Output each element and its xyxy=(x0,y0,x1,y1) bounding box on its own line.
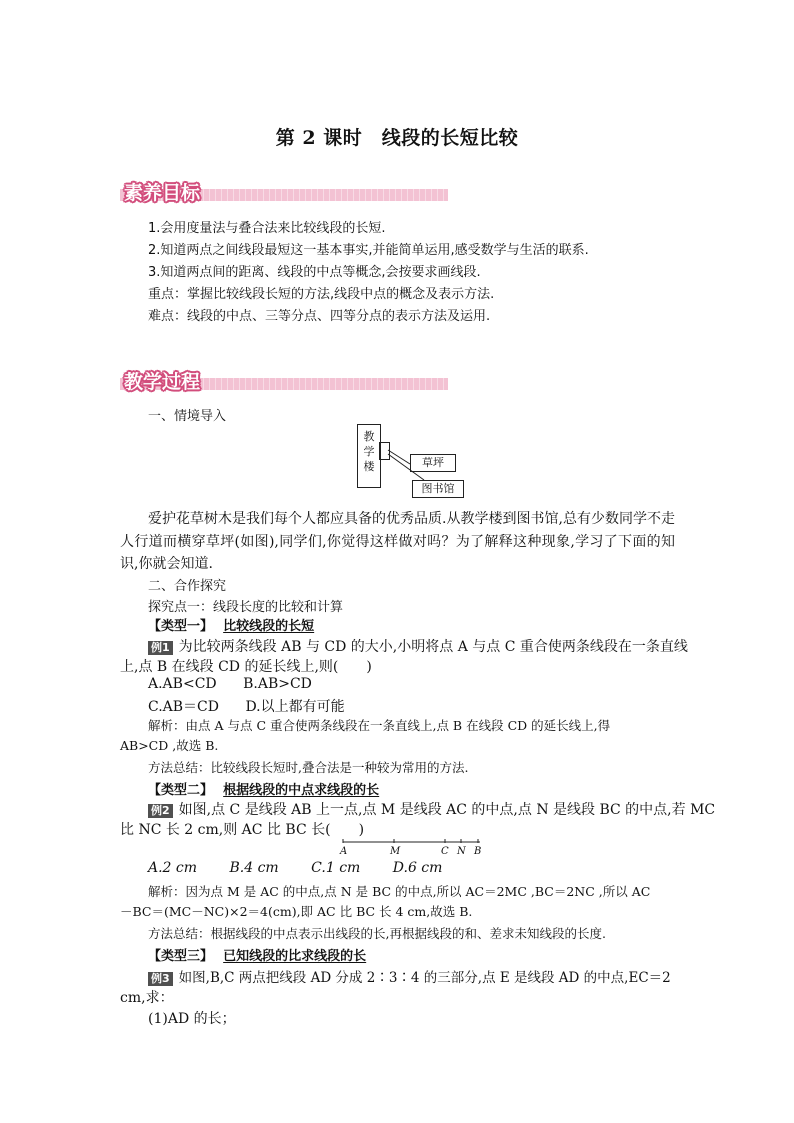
ex1-options-row-2 xyxy=(148,696,345,716)
point-label-b: B xyxy=(474,846,482,857)
type-2-label: 【类型二】 xyxy=(148,783,214,798)
segment-figure xyxy=(340,838,485,860)
intro-text: 爱护花草树木是我们每个人都应具备的优秀品质.从教学楼到图书馆,总有少数同学不走人行道而横穿草坪(如图),同学们,你觉得这样做对吗？为了解释这种现象,学习了下面的知识,你就会知道. xyxy=(120,511,675,572)
type-2-heading xyxy=(148,779,379,798)
explore-point-1: 探究点一：线段长度的比较和计算 xyxy=(148,600,344,615)
ex1-option-a: A.AB<CD xyxy=(148,676,217,692)
page-title: 第 2 课时 线段的长短比较 xyxy=(275,127,519,149)
building-char: 学 xyxy=(363,445,375,458)
ex1-options-row-1 xyxy=(148,676,312,692)
ex2-stem-2: 比 NC 长 2 cm,则 AC 比 BC 长( ) xyxy=(120,822,365,838)
ex3-stem-2: cm,求： xyxy=(120,990,174,1006)
point-label-n: N xyxy=(457,846,466,857)
example-badge: 例2 xyxy=(148,804,173,818)
ex1-analysis-1: 解析：由点 A 与点 C 重合使两条线段在一条直线上,点 B 在线段 CD 的延长线上,得 xyxy=(148,718,611,733)
type-3-heading xyxy=(148,945,366,964)
ex1-option-d: D.以上都有可能 xyxy=(245,699,345,715)
ex2-line-1 xyxy=(148,799,715,819)
ex2-option-c: C.1 cm xyxy=(311,860,361,876)
building-char: 教 xyxy=(363,430,375,443)
ex2-option-d: D.6 cm xyxy=(392,860,443,876)
ex2-option-b: B.4 cm xyxy=(229,860,279,876)
type-1-title: 比较线段的长短 xyxy=(223,619,315,634)
ex2-analysis-1: 解析：因为点 M 是 AC 的中点,点 N 是 BC 的中点,所以 AC＝2MC ,BC＝2NC ,所以 AC xyxy=(148,884,651,899)
goal-item-2: 2.知道两点之间线段最短这一基本事实,并能简单运用,感受数学与生活的联系. xyxy=(148,243,589,258)
ex3-question-1: (1)AD 的长； xyxy=(148,1011,236,1027)
goal-item-3: 3.知道两点间的距离、线段的中点等概念,会按要求画线段. xyxy=(148,265,481,280)
ex2-options xyxy=(148,860,442,876)
point-label-c: C xyxy=(441,846,449,857)
ex1-analysis-2: AB>CD ,故选 B. xyxy=(120,738,219,753)
example-badge: 例3 xyxy=(148,972,173,986)
banner-label: 教学过程 xyxy=(124,371,201,393)
section-banner-process xyxy=(120,367,448,393)
difficult-point: 难点：线段的中点、三等分点、四等分点的表示方法及运用. xyxy=(148,309,491,324)
ex3-line-1 xyxy=(148,966,671,986)
type-3-label: 【类型三】 xyxy=(148,949,214,964)
example-badge: 例1 xyxy=(148,641,173,655)
library-box: 图书馆 xyxy=(412,480,464,498)
type-1-label: 【类型一】 xyxy=(148,619,214,634)
ex3-stem-1: 如图,B,C 两点把线段 AD 分成 2∶3∶4 的三部分,点 E 是线段 AD 的中点,EC＝2 xyxy=(178,970,671,986)
ex1-option-b: B.AB>CD xyxy=(243,676,312,692)
type-1-heading xyxy=(148,615,314,634)
ex1-line-1 xyxy=(148,636,688,656)
ex2-summary: 方法总结：根据线段的中点表示出线段的长,再根据线段的和、差求未知线段的长度. xyxy=(148,926,606,941)
scene-diagram xyxy=(340,424,470,500)
type-3-title: 已知线段的比求线段的长 xyxy=(223,949,367,964)
part-1-heading: 一、情境导入 xyxy=(148,409,227,424)
lawn-box: 草坪 xyxy=(410,454,456,472)
ex2-option-a: A.2 cm xyxy=(148,860,198,876)
ex2-analysis-2: －BC＝(MC－NC)×2＝4(cm),即 AC 比 BC 长 4 cm,故选 B. xyxy=(120,904,473,919)
ex1-option-c: C.AB＝CD xyxy=(148,699,219,715)
building-char: 楼 xyxy=(363,460,375,473)
ex1-stem-1: 为比较两条线段 AB 与 CD 的大小,小明将点 A 与点 C 重合使两条线段在一条直线 xyxy=(178,639,688,655)
section-banner-goals xyxy=(120,178,448,204)
banner-label: 素养目标 xyxy=(124,182,201,204)
intro-paragraph xyxy=(120,508,675,576)
ex1-stem-2: 上,点 B 在线段 CD 的延长线上,则( ) xyxy=(120,659,372,675)
ex2-stem-1: 如图,点 C 是线段 AB 上一点,点 M 是线段 AC 的中点,点 N 是线段 BC 的中点,若 MC xyxy=(178,802,716,818)
type-2-title: 根据线段的中点求线段的长 xyxy=(223,783,380,798)
point-label-m: M xyxy=(390,846,401,857)
part-2-heading: 二、合作探究 xyxy=(148,579,227,594)
key-point: 重点：掌握比较线段长短的方法,线段中点的概念及表示方法. xyxy=(148,287,495,302)
ex1-summary: 方法总结：比较线段长短时,叠合法是一种较为常用的方法. xyxy=(148,760,469,775)
goal-item-1: 1.会用度量法与叠合法来比较线段的长短. xyxy=(148,221,386,236)
point-label-a: A xyxy=(340,846,348,857)
